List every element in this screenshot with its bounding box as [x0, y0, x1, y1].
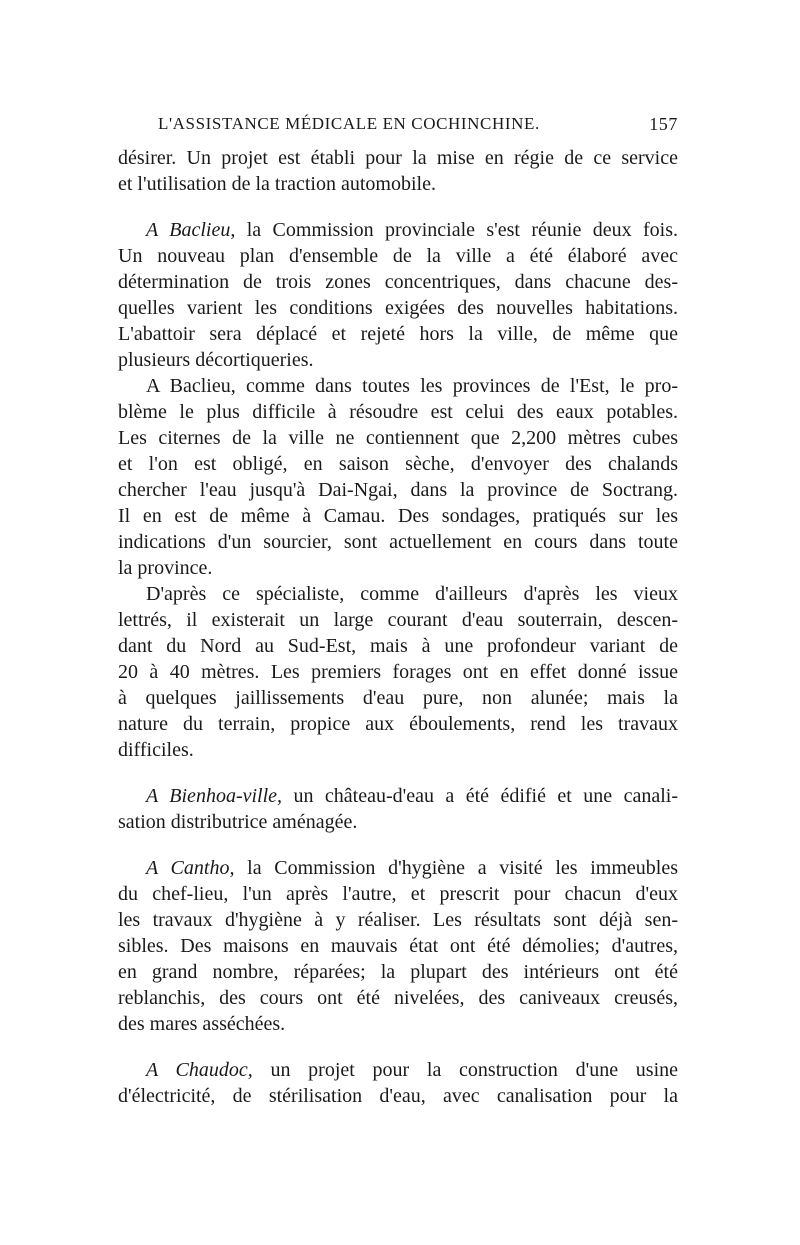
line-text: la Commission d'hygiène a visité les immeubles	[234, 857, 678, 879]
body-text	[118, 145, 678, 1109]
text-line	[118, 217, 678, 243]
text-line: L'abattoir sera déplacé et rejeté hors la ville, de même que	[118, 323, 678, 345]
text-line: plusieurs décortiqueries.	[118, 349, 314, 371]
text-line: les travaux d'hygiène à y réaliser. Les résultats sont déjà sen-	[118, 909, 678, 931]
place-name: A Cantho,	[146, 857, 235, 879]
text-line: sation distributrice aménagée.	[118, 811, 358, 833]
paragraph	[118, 1057, 678, 1109]
line-text: un château-d'eau a été édifié et une canali-	[282, 785, 679, 807]
text-line: nature du terrain, propice aux éboulements, rend les travaux	[118, 713, 678, 735]
place-name: A Chaudoc,	[146, 1059, 253, 1081]
text-line: sibles. Des maisons en mauvais état ont été démolies; d'autres,	[118, 935, 678, 957]
text-line: Il en est de même à Camau. Des sondages, pratiqués sur les	[118, 505, 678, 527]
text-line: Les citernes de la ville ne contiennent que 2,200 mètres cubes	[118, 427, 678, 449]
text-line: à quelques jaillissements d'eau pure, non alunée; mais la	[118, 687, 678, 709]
text-line	[118, 1057, 678, 1083]
text-line: D'après ce spécialiste, comme d'ailleurs d'après les vieux	[146, 583, 678, 605]
paragraph	[118, 783, 678, 835]
text-line: désirer. Un projet est établi pour la mise en régie de ce service	[118, 147, 678, 169]
text-line: reblanchis, des cours ont été nivelées, des caniveaux creusés,	[118, 987, 678, 1009]
text-line: dant du Nord au Sud-Est, mais à une profondeur variant de	[118, 635, 678, 657]
text-line: Un nouveau plan d'ensemble de la ville a été élaboré avec	[118, 245, 678, 267]
paragraph	[118, 373, 678, 581]
text-line: blème le plus difficile à résoudre est celui des eaux potables.	[118, 401, 678, 423]
text-line: 20 à 40 mètres. Les premiers forages ont en effet donné issue	[118, 661, 678, 683]
text-line: A Baclieu, comme dans toutes les provinces de l'Est, le pro-	[146, 375, 678, 397]
line-text: un projet pour la construction d'une usine	[252, 1059, 678, 1081]
paragraph	[118, 581, 678, 763]
text-line: indications d'un sourcier, sont actuellement en cours dans toute	[118, 531, 678, 553]
text-line: chercher l'eau jusqu'à Dai-Ngai, dans la province de Soctrang.	[118, 479, 678, 501]
page-number: 157	[649, 114, 678, 134]
paragraph	[118, 855, 678, 1037]
text-line: quelles varient les conditions exigées des nouvelles habitations.	[118, 297, 678, 319]
page-header	[118, 114, 678, 142]
text-line: lettrés, il existerait un large courant d'eau souterrain, descen-	[118, 609, 678, 631]
text-line: d'électricité, de stérilisation d'eau, avec canalisation pour la	[118, 1085, 678, 1107]
paragraph	[118, 217, 678, 373]
text-line: difficiles.	[118, 739, 194, 761]
text-line: et l'on est obligé, en saison sèche, d'envoyer des chalands	[118, 453, 678, 475]
text-line	[118, 855, 678, 881]
paragraph	[118, 145, 678, 197]
place-name: A Baclieu,	[146, 219, 236, 241]
text-line: la province.	[118, 557, 213, 579]
text-line: en grand nombre, réparées; la plupart des intérieurs ont été	[118, 961, 678, 983]
text-line	[118, 783, 678, 809]
text-line: détermination de trois zones concentriques, dans chacune des-	[118, 271, 678, 293]
line-text: la Commission provinciale s'est réunie deux fois.	[235, 219, 678, 241]
running-title: L'ASSISTANCE MÉDICALE EN COCHINCHINE.	[158, 114, 540, 133]
place-name: A Bienhoa-ville,	[146, 785, 283, 807]
text-line: et l'utilisation de la traction automobile.	[118, 173, 436, 195]
text-line: du chef-lieu, l'un après l'autre, et prescrit pour chacun d'eux	[118, 883, 678, 905]
text-line: des mares asséchées.	[118, 1013, 286, 1035]
